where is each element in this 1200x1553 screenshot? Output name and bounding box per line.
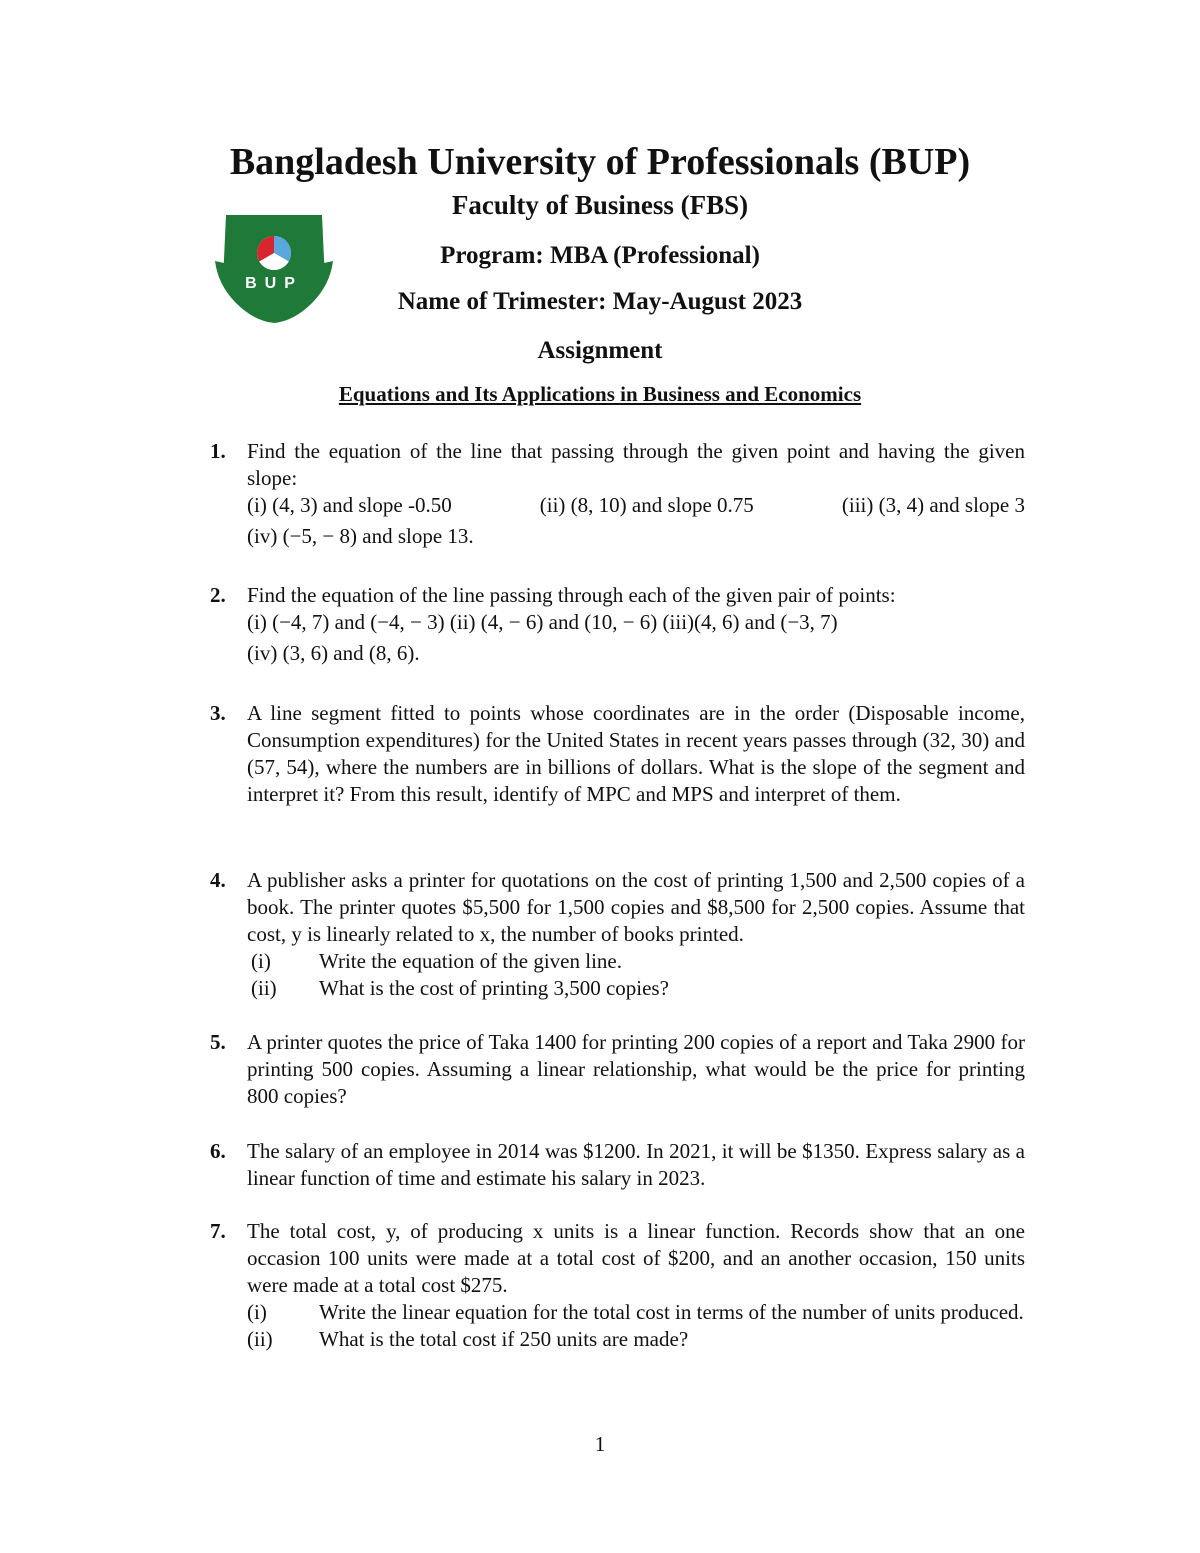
question-6 [210,1138,1025,1192]
question-parts [247,492,1025,519]
question-number: 3. [210,701,226,725]
subject-heading: Equations and Its Applications in Business and Economics [338,382,862,406]
question-number: 5. [210,1030,226,1054]
sub-question [247,1326,1025,1353]
question-4 [210,867,1025,1002]
sub-question [247,975,1025,1002]
question-1 [210,438,1025,550]
question-number: 7. [210,1219,226,1243]
question-2 [210,582,1025,667]
question-3 [210,700,1025,808]
assignment-heading: Assignment [537,337,663,364]
question-text: The salary of an employee in 2014 was $1200. In 2021, it will be $1350. Express salary as a linear function of time and estimate his salary in 2023. [247,1139,1025,1190]
logo-text: BUP [245,275,303,292]
question-number: 6. [210,1139,226,1163]
program-name: Program: MBA (Professional) [440,242,760,269]
sub-question-text: What is the total cost if 250 units are made? [319,1327,689,1351]
question-text: Find the equation of the line that passing through the given point and having the given slope: [247,439,1025,490]
question-text: Find the equation of the line passing through each of the given pair of points: [247,583,896,607]
question-part: (iii) (3, 4) and slope 3 [841,493,1025,517]
sub-question-label: (i) [251,949,271,973]
trimester-name: Name of Trimester: May-August 2023 [397,288,803,315]
sub-question [247,948,1025,975]
question-7 [210,1218,1025,1353]
question-number: 1. [210,439,226,463]
question-part: (i) (4, 3) and slope -0.50 [247,493,452,517]
sub-question [247,1299,1025,1326]
question-text: The total cost, y, of producing x units is a linear function. Records show that an one occasion 100 units were made at a total cost of $200, and an another occasion, 150 units were made at a total cost $275. [247,1219,1025,1297]
page-number: 1 [594,1432,606,1456]
sub-question-text: Write the linear equation for the total cost in terms of the number of units produced. [319,1300,1024,1324]
sub-question-label: (i) [247,1300,267,1324]
sub-question-label: (ii) [247,1327,273,1351]
sub-question-text: What is the cost of printing 3,500 copies? [319,976,669,1000]
faculty-name: Faculty of Business (FBS) [451,190,749,220]
question-text: A publisher asks a printer for quotations on the cost of printing 1,500 and 2,500 copies of a book. The printer quotes $5,500 for 1,500 copies and $8,500 for 2,500 copies. Assume that cost, y is linearly related to x, the number of books printed. [247,868,1025,946]
question-number: 2. [210,583,226,607]
question-part: (iv) (−5, − 8) and slope 13. [247,524,474,548]
question-text: A line segment fitted to points whose coordinates are in the order (Disposable income, Consumption expenditures) for the United States in recent years passes through (32, 30) and (57, 54), where the numbers are in billions of dollars. What is the slope of the segment and interpret it? From this result, identify of MPC and MPS and interpret of them. [247,701,1025,806]
question-part: (i) (−4, 7) and (−4, − 3) (ii) (4, − 6) and (10, − 6) (iii)(4, 6) and (−3, 7) [247,610,838,634]
question-part: (ii) (8, 10) and slope 0.75 [539,493,754,517]
question-part: (iv) (3, 6) and (8, 6). [247,641,420,665]
question-5 [210,1029,1025,1110]
university-title: Bangladesh University of Professionals (BUP) [229,141,971,183]
question-number: 4. [210,868,226,892]
sub-question-label: (ii) [251,976,277,1000]
sub-question-text: Write the equation of the given line. [319,949,622,973]
question-text: A printer quotes the price of Taka 1400 for printing 200 copies of a report and Taka 2900 for printing 500 copies. Assuming a linear relationship, what would be the price for printing 800 copies? [247,1030,1025,1108]
